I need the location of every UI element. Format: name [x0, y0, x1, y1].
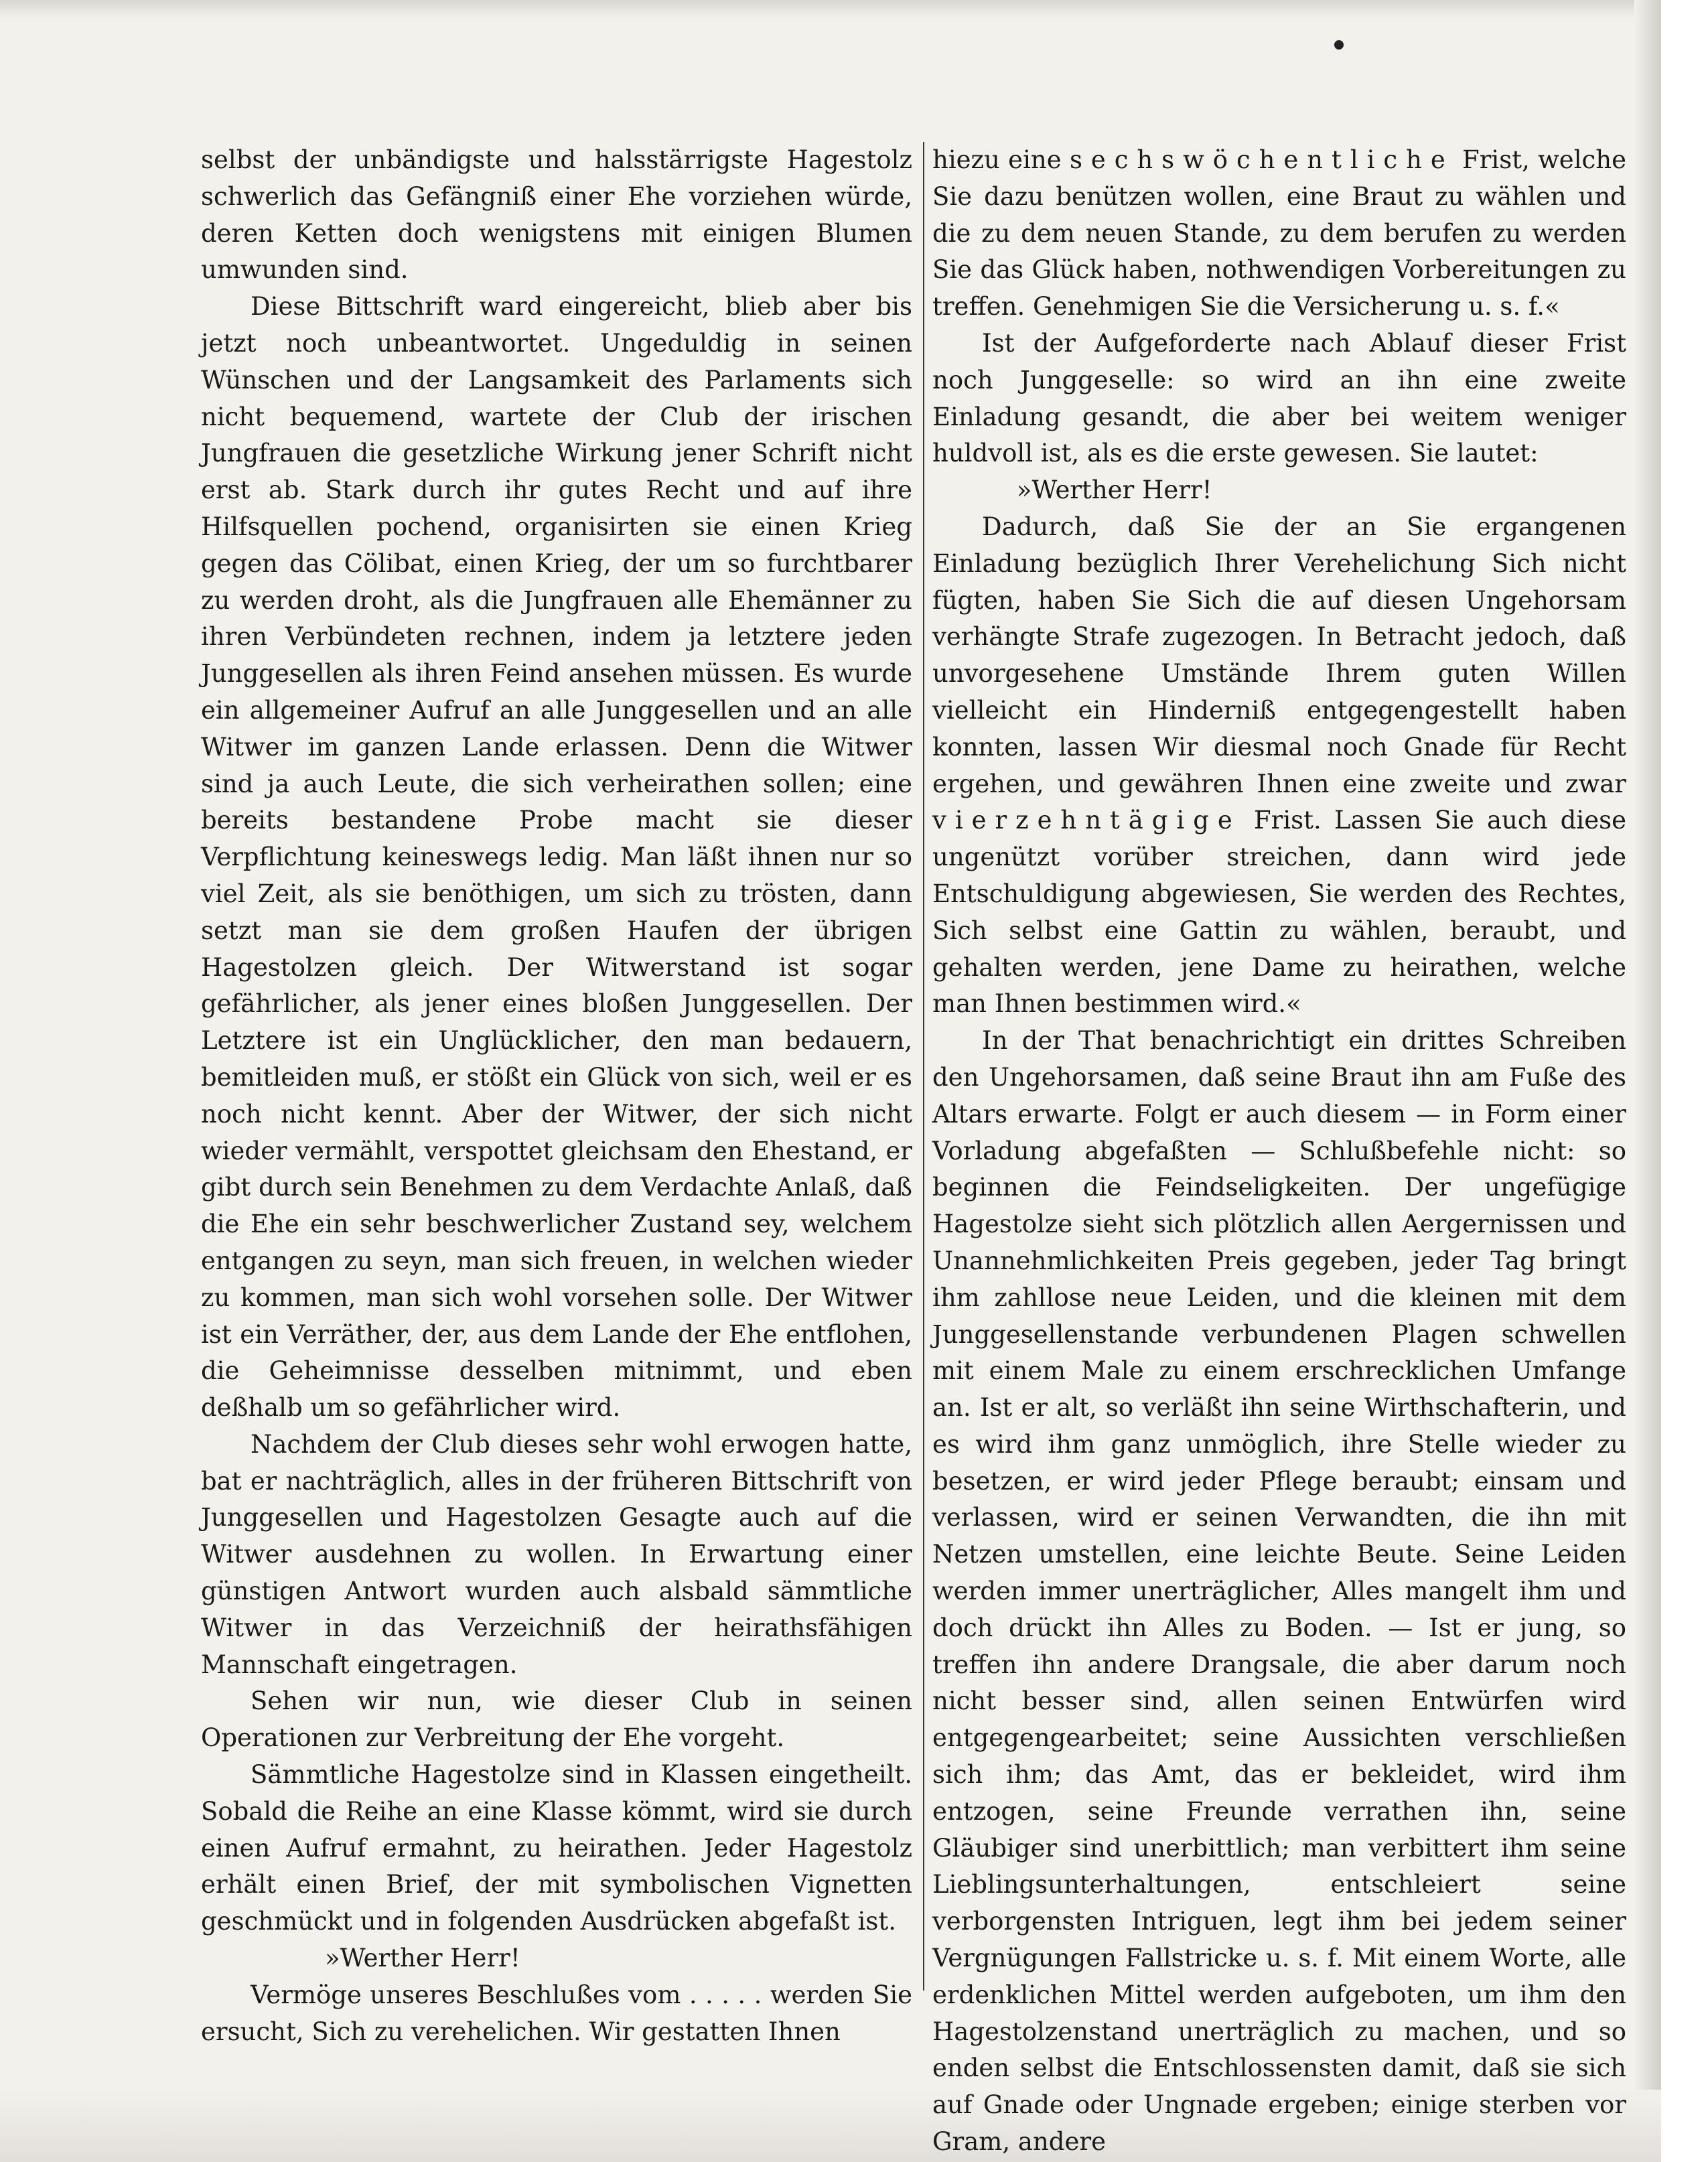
- right-paragraph-3-start: Dadurch, daß Sie der an Sie ergangenen Einladung bezüglich Ihrer Verehelichung Sich nicht fügten, haben Sie Sich die auf diesen Ungehorsam verhängte Strafe zugezogen. In Betracht jedoch, daß unvorgesehene Umstände Ihrem guten Willen vielleicht ein Hinderniß entgegengestellt haben konnten, lassen Wir diesmal noch Gnade für Recht ergehen, und gewähren Ihnen eine zweite und zwar: [932, 512, 1626, 798]
- column-divider: [923, 142, 924, 1991]
- spaced-word-fourteen-days: vierzehntägige: [932, 806, 1241, 835]
- left-paragraph-3: Nachdem der Club dieses sehr wohl erwogen hatte, bat er nachträglich, alles in der früheren Bittschrift von Junggesellen und Hagestolzen Gesagte auch auf die Witwer ausdehnen zu wollen. In Erwartung einer günstigen Antwort wurden auch alsbald sämmtliche Witwer in das Verzeichniß der heirathsfähigen Mannschaft eingetragen.: [201, 1429, 912, 1679]
- right-paragraph-1-rest: Frist, welche Sie dazu benützen wollen, eine Braut zu wählen und die zu dem neuen Stande, zu dem berufen zu werden Sie das Glück haben, nothwendigen Vorbereitungen zu treffen. Genehmigen Sie die Versicherung u. s. f.«: [932, 145, 1626, 321]
- right-text-column: [932, 142, 1626, 2161]
- page-right-shadow: [1634, 0, 1661, 2162]
- right-letter-salutation: »Werther Herr!: [1016, 476, 1212, 505]
- left-paragraph-5: Sämmtliche Hagestolze sind in Klassen eingetheilt. Sobald die Reihe an eine Klasse kömmt, wird sie durch einen Aufruf ermahnt, zu heirathen. Jeder Hagestolz erhält einen Brief, der mit symbolischen Vignetten geschmückt und in folgenden Ausdrücken abgefaßt ist.: [201, 1760, 912, 1936]
- left-paragraph-2: Diese Bittschrift ward eingereicht, blieb aber bis jetzt noch unbeantwortet. Ungeduldig in seinen Wünschen und der Langsamkeit des Parlaments sich nicht bequemend, wartete der Club der irischen Jungfrauen die gesetzliche Wirkung jener Schrift nicht erst ab. Stark durch ihr gutes Recht und auf ihre Hilfsquellen pochend, organisirten sie einen Krieg gegen das Cölibat, einen Krieg, der um so furchtbarer zu werden droht, als die Jungfrauen alle Ehemänner zu ihren Verbündeten rechnen, indem ja letztere jeden Junggesellen als ihren Feind ansehen müssen. Es wurde ein allgemeiner Aufruf an alle Junggesellen und an alle Witwer im ganzen Lande erlassen. Denn die Witwer sind ja auch Leute, die sich verheirathen sollen; eine bereits bestandene Probe macht sie dieser Verpflichtung keineswegs ledig. Man läßt ihnen nur so viel Zeit, als sie benöthigen, um sich zu trösten, dann setzt man sie dem großen Haufen der übrigen Hagestolzen gleich. Der Witwerstand ist sogar gefährlicher, als jener eines bloßen Junggesellen. Der Letztere ist ein Unglücklicher, den man bedauern, bemitleiden muß, er stößt ein Glück von sich, weil er es noch nicht kennt. Aber der Witwer, der sich nicht wieder vermählt, verspottet gleichsam den Ehestand, er gibt durch sein Benehmen zu dem Verdachte Anlaß, daß die Ehe ein sehr beschwerlicher Zustand sey, welchem entgangen zu seyn, man sich freuen, in welchen wieder zu kommen, man sich wohl vorsehen solle. Der Witwer ist ein Verräther, der, aus dem Lande der Ehe entflohen, die Geheimnisse desselben mitnimmt, und eben deßhalb um so gefährlicher wird.: [201, 292, 912, 1423]
- right-paragraph-3-rest: Frist. Lassen Sie auch diese ungenützt vorüber streichen, dann wird jede Entschuldigung abgewiesen, Sie werden des Rechtes, Sich selbst eine Gattin zu wählen, beraubt, und gehalten werden, jene Dame zu heirathen, welche man Ihnen bestimmen wird.«: [932, 806, 1626, 1019]
- left-text-column: [201, 142, 912, 2050]
- left-paragraph-4: Sehen wir nun, wie dieser Club in seinen Operationen zur Verbreitung der Ehe vorgeht.: [201, 1686, 912, 1753]
- right-paragraph-3: [932, 509, 1626, 1023]
- right-paragraph-2: Ist der Aufgeforderte nach Ablauf dieser Frist noch Junggeselle: so wird an ihn eine zweite Einladung gesandt, die aber bei weitem weniger huldvoll ist, als es die erste gewesen. Sie lautet:: [932, 328, 1626, 468]
- right-paragraph-1: [932, 142, 1626, 326]
- right-paragraph-4: In der That benachrichtigt ein drittes Schreiben den Ungehorsamen, daß seine Braut ihn am Fuße des Altars erwarte. Folgt er auch diesem — in Form einer Vorladung abgefaßten — Schlußbefehle nicht: so beginnen die Feindseligkeiten. Der ungefügige Hagestolze sieht sich plötzlich allen Aergernissen und Unannehmlichkeiten Preis gegeben, jeder Tag bringt ihm zahllose neue Leiden, und die kleinen mit dem Junggesellenstande verbundenen Plagen schwellen mit einem Male zu einem erschrecklichen Umfange an. Ist er alt, so verläßt ihn seine Wirthschafterin, und es wird ihm ganz unmöglich, ihre Stelle wieder zu besetzen, er wird jeder Pflege beraubt; einsam und verlassen, wird er seinen Verwandten, die ihn mit Netzen umstellen, eine leichte Beute. Seine Leiden werden immer unerträglicher, Alles mangelt ihm und doch drückt ihn Alles zu Boden. — Ist er jung, so treffen ihn andere Drangsale, die aber darum noch nicht besser sind, allen seinen Entwürfen wird entgegengearbeitet; seine Aussichten verschließen sich ihm; das Amt, das er bekleidet, wird ihm entzogen, seine Freunde verrathen ihn, seine Gläubiger sind unerbittlich; man verbittert ihm seine Lieblingsunterhaltungen, entschleiert seine verborgensten Intriguen, legt ihm bei jedem seiner Vergnügungen Fallstricke u. s. f. Mit einem Worte, alle erdenklichen Mittel werden aufgeboten, um ihm den Hagestolzenstand unerträglich zu machen, und so enden selbst die Entschlossensten damit, daß sie sich auf Gnade oder Ungnade ergeben; einige sterben vor Gram, andere: [932, 1026, 1626, 2157]
- left-paragraph-6: Vermöge unseres Beschlußes vom . . . . . werden Sie ersucht, Sich zu verehelichen. Wir gestatten Ihnen: [201, 1980, 912, 2046]
- spaced-word-six-weeks: sechswöchentliche: [1069, 145, 1454, 174]
- left-letter-salutation: »Werther Herr!: [325, 1944, 520, 1973]
- right-paragraph-1-start: hiezu eine: [932, 145, 1062, 174]
- page-top-shadow: [0, 0, 1661, 19]
- ink-spot: [1334, 40, 1344, 50]
- left-paragraph-1: selbst der unbändigste und halsstärrigste Hagestolz schwerlich das Gefängniß einer Ehe vorziehen würde, deren Ketten doch wenigstens mit einigen Blumen umwunden sind.: [201, 145, 912, 285]
